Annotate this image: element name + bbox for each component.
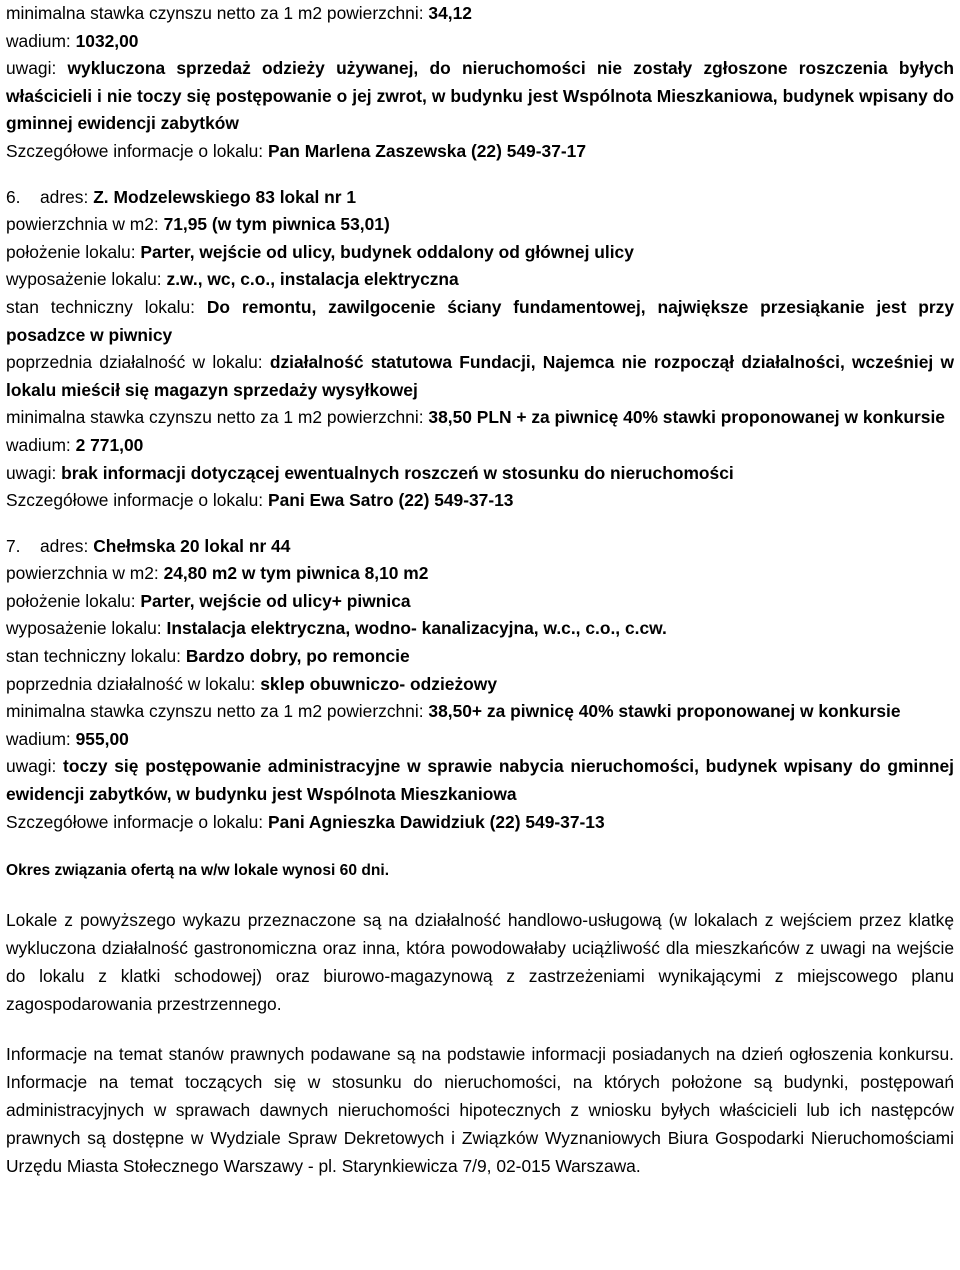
listing-item-6	[6, 184, 954, 515]
address-row	[6, 533, 954, 561]
area-row	[6, 211, 954, 239]
equipment-row	[6, 266, 954, 294]
deposit-row	[6, 28, 954, 56]
equipment-label: wyposażenie lokalu:	[6, 618, 162, 639]
deposit-value: 1032,00	[75, 30, 139, 51]
deposit-value: 955,00	[75, 728, 129, 749]
deposit-row	[6, 726, 954, 754]
legal-status-paragraph: Informacje na temat stanów prawnych podawane są na podstawie informacji posiadanych na dzień ogłoszenia konkursu. Informacje na temat toczących się w stosunku do nieruchomości, na których położone są budynki, postępowań administracyjnych w sprawach dawnych nieruchomości hipotecznych z wniosku byłych właścicieli lub ich następców prawnych są dostępne w Wydziale Spraw Dekretowych i Związków Wyznaniowych Biura Gospodarki Nieruchomościami Urzędu Miasta Stołecznego Warszawy - pl. Starynkiewicza 7/9, 02-015 Warszawa.	[6, 1044, 954, 1177]
area-value: 24,80 m2 w tym piwnica 8,10 m2	[163, 563, 429, 584]
min-rent-label: minimalna stawka czynszu netto za 1 m2 powierzchni:	[6, 701, 424, 722]
previous-activity-value: działalność statutowa Fundacji, Najemca nie rozpoczął działalności, wcześniej w lokalu mieścił się magazyn sprzedaży wysyłkowej	[6, 352, 954, 400]
contact-row	[6, 487, 954, 515]
equipment-value: Instalacja elektryczna, wodno- kanalizacyjna, w.c., c.o., c.cw.	[166, 618, 667, 639]
previous-activity-label: poprzednia działalność w lokalu:	[6, 673, 256, 694]
area-value: 71,95 (w tym piwnica 53,01)	[163, 214, 390, 235]
item-number: 6.	[6, 186, 21, 207]
remarks-value: brak informacji dotyczącej ewentualnych roszczeń w stosunku do nieruchomości	[61, 462, 734, 483]
location-row	[6, 239, 954, 267]
area-label: powierzchnia w m2:	[6, 563, 159, 584]
contact-value: Pani Agnieszka Dawidziuk (22) 549-37-13	[267, 811, 605, 832]
binding-period-note: Okres związania ofertą na w/w lokale wynosi 60 dni.	[6, 862, 390, 880]
min-rent-row	[6, 698, 954, 726]
min-rent-row	[6, 0, 954, 28]
condition-row	[6, 643, 954, 671]
contact-label: Szczegółowe informacje o lokalu:	[6, 811, 264, 832]
deposit-row	[6, 432, 954, 460]
deposit-label: wadium:	[6, 434, 71, 455]
remarks-value: wykluczona sprzedaż odzieży używanej, do nieruchomości nie zostały zgłoszone roszczenia byłych właścicieli i nie toczy się postępowanie o jej zwrot, w budynku jest Wspólnota Mieszkaniowa, budynek wpisany do gminnej ewidencji zabytków	[6, 58, 954, 134]
listing-item-7	[6, 533, 954, 837]
remarks-row	[6, 55, 954, 138]
contact-row	[6, 138, 954, 166]
min-rent-value: 38,50 PLN + za piwnicę 40% stawki proponowanej w konkursie	[428, 407, 945, 428]
address-value: Z. Modzelewskiego 83 lokal nr 1	[93, 186, 357, 207]
contact-label: Szczegółowe informacje o lokalu:	[6, 490, 264, 511]
remarks-label: uwagi:	[6, 462, 57, 483]
condition-row	[6, 294, 954, 349]
location-value: Parter, wejście od ulicy, budynek oddalony od głównej ulicy	[140, 241, 634, 262]
item-number: 7.	[6, 535, 21, 556]
remarks-label: uwagi:	[6, 756, 57, 777]
equipment-row	[6, 615, 954, 643]
location-row	[6, 588, 954, 616]
contact-label: Szczegółowe informacje o lokalu:	[6, 140, 264, 161]
contact-value: Pan Marlena Zaszewska (22) 549-37-17	[267, 140, 587, 161]
condition-value: Bardzo dobry, po remoncie	[185, 646, 410, 667]
usage-restrictions-paragraph: Lokale z powyższego wykazu przeznaczone są na działalność handlowo-usługową (w lokalach z wejściem przez klatkę wykluczona działalność gastronomiczna oraz inna, która powodowałaby uciążliwość dla mieszkańców z uwagi na wejście do lokalu z klatki schodowej) oraz biurowo-magazynową z zastrzeżeniami wynikającymi z miejscowego planu zagospodarowania przestrzennego.	[6, 910, 954, 1015]
previous-activity-value: sklep obuwniczo- odzieżowy	[260, 673, 497, 694]
equipment-value: z.w., wc, c.o., instalacja elektryczna	[166, 269, 459, 290]
remarks-row	[6, 753, 954, 808]
contact-value: Pani Ewa Satro (22) 549-37-13	[267, 490, 514, 511]
equipment-label: wyposażenie lokalu:	[6, 269, 162, 290]
previous-activity-row	[6, 349, 954, 404]
remarks-label: uwagi:	[6, 58, 57, 79]
condition-value: Do remontu, zawilgocenie ściany fundamentowej, największe przesiąkanie jest przy posadzce w piwnicy	[6, 296, 954, 345]
location-label: położenie lokalu:	[6, 241, 136, 262]
remarks-row	[6, 460, 954, 488]
remarks-value: toczy się postępowanie administracyjne w sprawie nabycia nieruchomości, budynek wpisany do gminnej ewidencji zabytków, w budynku jest Wspólnota Mieszkaniowa	[6, 756, 954, 805]
previous-activity-row	[6, 671, 954, 699]
condition-label: stan techniczny lokalu:	[6, 296, 195, 317]
min-rent-label: minimalna stawka czynszu netto za 1 m2 powierzchni:	[6, 407, 424, 428]
min-rent-row	[6, 404, 954, 432]
min-rent-value: 38,50+ za piwnicę 40% stawki proponowanej w konkursie	[428, 701, 901, 722]
address-label: adres:	[40, 186, 89, 207]
address-row	[6, 184, 954, 212]
location-label: położenie lokalu:	[6, 590, 136, 611]
area-row	[6, 560, 954, 588]
address-value: Chełmska 20 lokal nr 44	[93, 535, 291, 556]
deposit-label: wadium:	[6, 728, 71, 749]
area-label: powierzchnia w m2:	[6, 214, 159, 235]
address-label: adres:	[40, 535, 89, 556]
location-value: Parter, wejście od ulicy+ piwnica	[140, 590, 411, 611]
listing-item-5	[6, 0, 954, 166]
min-rent-value: 34,12	[428, 3, 472, 23]
deposit-label: wadium:	[6, 30, 71, 51]
min-rent-label: minimalna stawka czynszu netto za 1 m2 powierzchni:	[6, 3, 424, 23]
contact-row	[6, 809, 954, 837]
deposit-value: 2 771,00	[75, 434, 144, 455]
previous-activity-label: poprzednia działalność w lokalu:	[6, 352, 263, 373]
condition-label: stan techniczny lokalu:	[6, 646, 181, 667]
